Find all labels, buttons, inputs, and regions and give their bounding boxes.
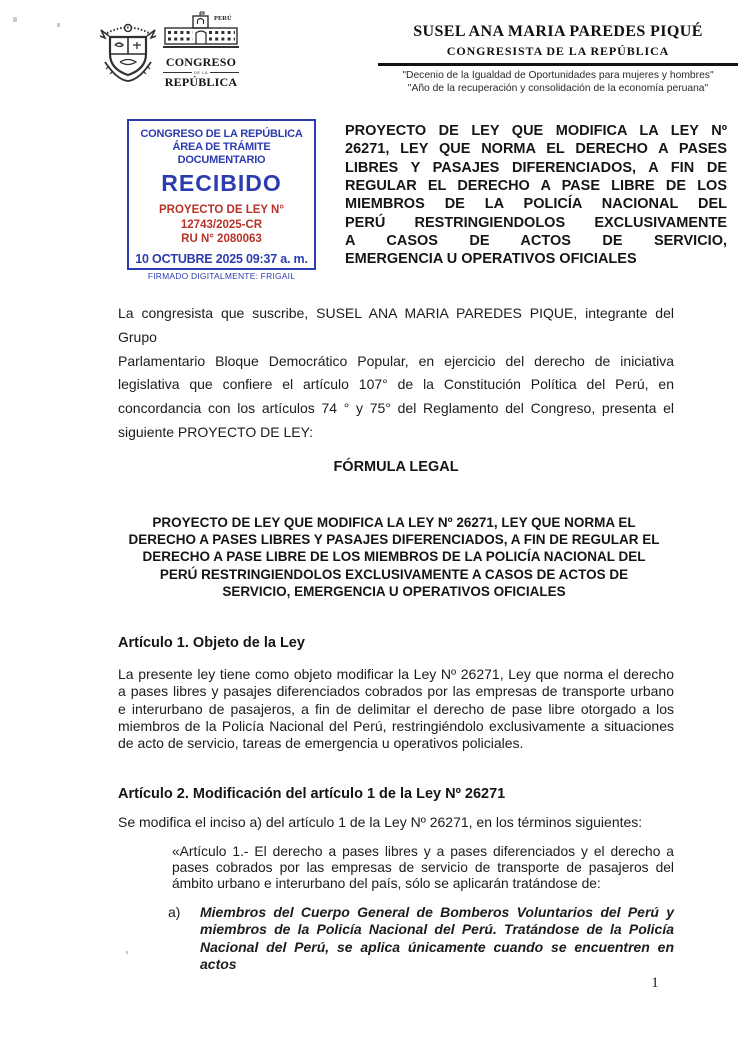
article2-quoted-text: «Artículo 1.- El derecho a pases libres y a pases diferenciados y el derecho a pases cobrados por las empresas de servicio de transporte de pasajeros del ámbito urbano e interurbano del país, sólo se aplicarán tratándose de: — [172, 844, 674, 891]
scan-artifact — [57, 23, 60, 27]
bill-title-header: PROYECTO DE LEY QUE MODIFICA LA LEY Nº 26271, LEY QUE NORMA EL DERECHO A PASES LIBRES Y PASAJES DIFERENCIADOS, A FIN DE REGULAR EL DERECHO A PASE LIBRE DE LOS MIEMBROS DE LA POLICÍA NACIONAL DEL PERÚ RESTRINGIENDOLOS EXCLUSIVAMENTE A CASOS DE ACTOS DE SERVICIO, EMERGENCIA U OPERATIVOS OFICIALES — [345, 123, 727, 268]
congress-logo-word-republica: REPÚBLICA — [164, 75, 238, 89]
article1-heading: Artículo 1. Objeto de la Ley — [118, 635, 305, 651]
svg-text:PERÚ: PERÚ — [214, 15, 232, 22]
congress-building-icon — [162, 11, 240, 51]
official-motto-line2: "Año de la recuperación y consolidación de la economía peruana" — [407, 82, 709, 94]
stamp-org-line2: ÁREA DE TRÁMITE DOCUMENTARIO — [172, 141, 271, 166]
congresswoman-role: CONGRESISTA DE LA REPÚBLICA — [446, 44, 670, 58]
congress-logo-de-la: DE LA — [193, 70, 209, 75]
congress-logo-word-congreso: CONGRESO — [165, 55, 237, 69]
scan-artifact — [126, 951, 128, 954]
congresswoman-name: SUSEL ANA MARIA PAREDES PIQUÉ — [413, 23, 703, 40]
bill-title-centered: PROYECTO DE LEY QUE MODIFICA LA LEY Nº 26271, LEY QUE NORMA EL DERECHO A PASES LIBRES Y PASAJES DIFERENCIADOS, A FIN DE REGULAR EL DERECHO A PASE LIBRE DE LOS MIEMBROS DE LA POLICÍA NACIONAL DEL PERÚ RESTRINGIENDOLOS EXCLUSIVAMENTE A CASOS DE ACTOS DE SERVICIO, EMERGENCIA U OPERATIVOS OFICIALES — [128, 515, 660, 599]
stamp-org-line1: CONGRESO DE LA REPÚBLICA — [140, 128, 303, 140]
stamp-digital-signature: FIRMADO DIGITALMENTE: FRIGAIL — [147, 270, 296, 281]
letterhead — [378, 22, 738, 95]
article2-heading: Artículo 2. Modificación del artículo 1 de la Ley Nº 26271 — [118, 786, 506, 802]
congress-logo — [161, 11, 241, 89]
scan-artifact — [13, 17, 17, 22]
stamp-ru-number: RU N° 2080063 — [181, 233, 262, 245]
stamp-project-number: 12743/2025-CR — [180, 218, 263, 231]
stamp-project-label: PROYECTO DE LEY N° — [159, 204, 284, 216]
article1-body: La presente ley tiene como objeto modificar la Ley Nº 26271, Ley que norma el derecho a pases libres y pasajes diferenciados cobrados por las empresas de transporte urbano e interurbano de pasajeros, a fin de delimitar el derecho de pase libre otorgado a los miembros de la Policía Nacional del Perú, restringiéndolo exclusivamente a situaciones de acto de servicio, tareas de emergencia u operativos policiales. — [118, 666, 674, 752]
letterhead-rule — [378, 63, 738, 66]
item-a-text: Miembros del Cuerpo General de Bomberos Voluntarios del Perú y miembros de la Policía Nacional del Perú. Tratándose de la Policía Nacional del Perú, se aplica únicamente cuando se encuentren en actos — [200, 904, 674, 972]
article2-body: Se modifica el inciso a) del artículo 1 de la Ley Nº 26271, en los términos siguientes: — [118, 814, 643, 830]
intro-paragraph: La congresista que suscribe, SUSEL ANA MARIA PAREDES PIQUE, integrante del Grupo Parlamentario Bloque Democrático Popular, en ejercicio del derecho de iniciativa legislativa que confiere el artículo 107° de la Constitución Política del Perú, en concordancia con los artículos 74 ° y 75° del Reglamento del Congreso, presenta el siguiente PROYECTO DE LEY: — [118, 305, 674, 440]
stamp-date-time: 10 OCTUBRE 2025 09:37 a. m. — [135, 251, 308, 266]
coat-of-arms-icon — [97, 18, 159, 91]
item-a-marker: a) — [168, 904, 181, 920]
page-number: 1 — [651, 975, 659, 991]
article2-item-a — [168, 904, 674, 973]
formula-legal-heading: FÓRMULA LEGAL — [333, 459, 459, 475]
reception-stamp — [127, 119, 316, 281]
stamp-received: RECIBIDO — [161, 170, 282, 196]
official-motto-line1: "Decenio de la Igualdad de Oportunidades para mujeres y hombres" — [402, 70, 714, 81]
